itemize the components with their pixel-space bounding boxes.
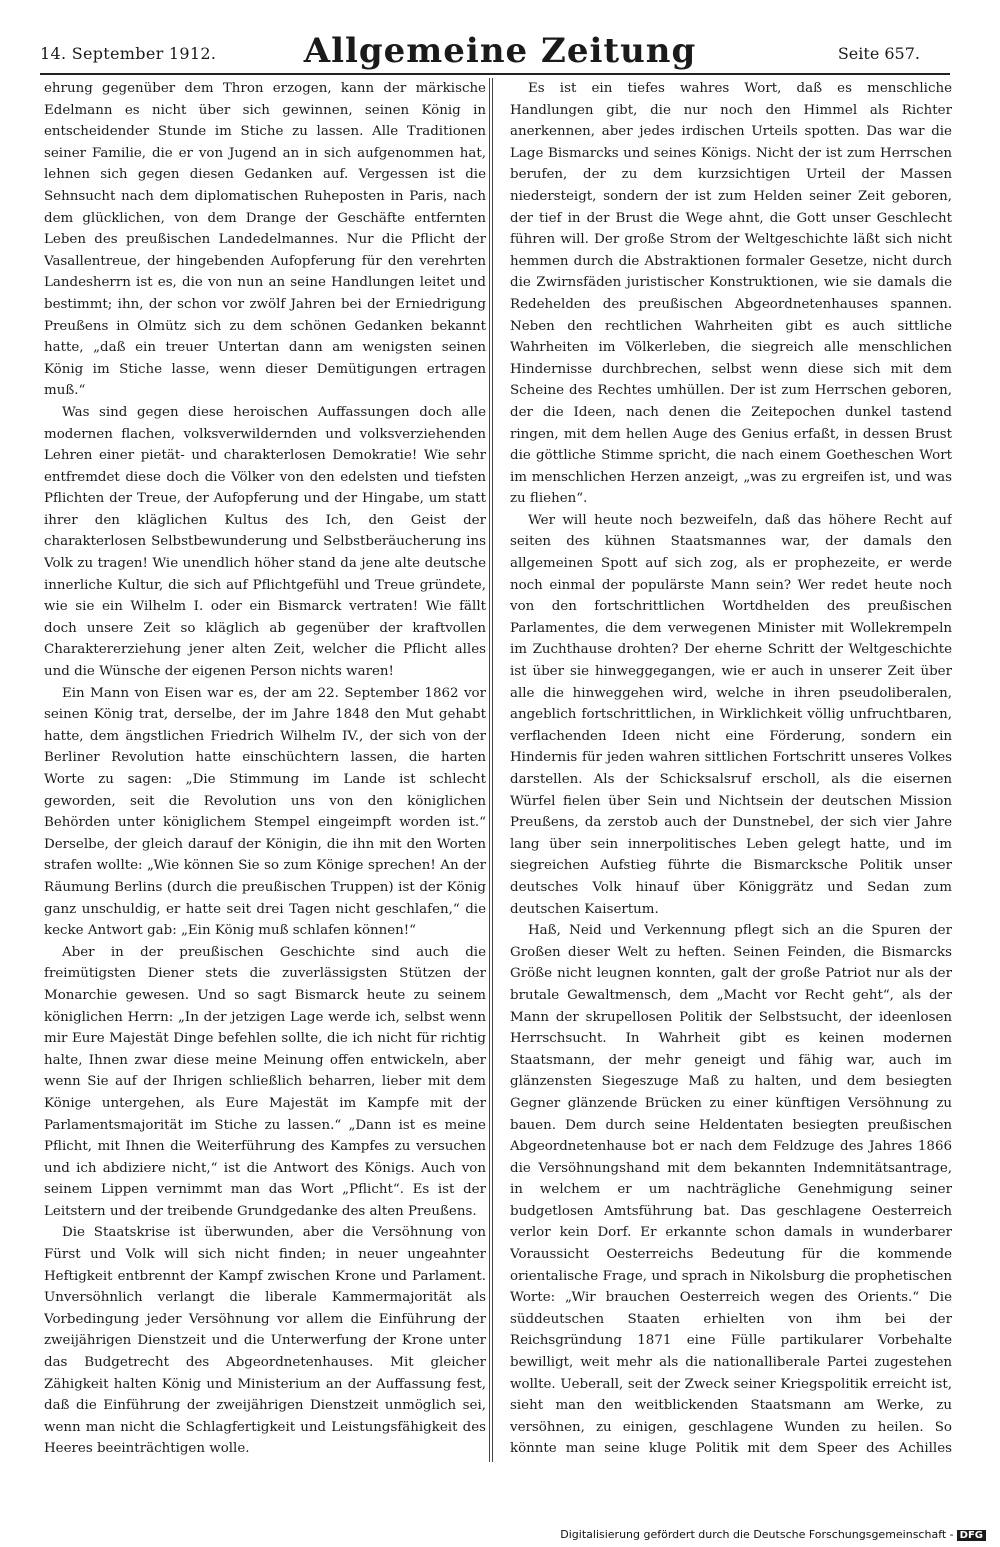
masthead-title: Allgemeine Zeitung xyxy=(303,31,697,71)
paragraph: Aber in der preußischen Geschichte sind auch die freimütigsten Diener stets die zuverlässigsten Stützen der Monarchie gewesen. Und so sagt Bismarck heute zu seinem königlichen Herrn: „In der jetzigen Lage werde ich, selbst wenn mir Eure Majestät Dinge befehlen sollte, die ich nicht für richtig halte, Ihnen zwar diese meine Meinung offen entwickeln, aber wenn Sie auf der Ihrigen schließlich beharren, lieber mit dem Könige untergehen, als Eure Majestät im Kampfe mit der Parlamentsmajorität im Stiche zu lassen.“ „Dann ist es meine Pflicht, mit Ihnen die Weiterführung des Kampfes zu versuchen und ich abdiziere nicht,“ ist die Antwort des Königs. Auch von seinem Lippen vernimmt man das Wort „Pflicht“. Es ist der Leitstern und der treibende Grundgedanke des alten Preußens. xyxy=(44,944,486,1219)
right-column xyxy=(510,78,952,1462)
paragraph xyxy=(44,1460,486,1462)
page-header xyxy=(0,0,1000,80)
paragraph: Was sind gegen diese heroischen Auffassungen doch alle modernen flachen, volksverwildernden und volksverziehenden Lehren einer pietät- und charakterlosen Demokratie! Wie sehr entfremdet diese doch die Völker von den edelsten und tiefsten Pflichten der Treue, der Aufopferung und der Hingabe, um statt ihrer den kläglichen Kultus des Ich, den Geist der charakterlosen Selbstbewunderung und Selbstberäucherung ins Volk zu tragen! Wie unendlich höher stand da jene alte deutsche innerliche Kultur, die sich auf Pflichtgefühl und Treue gründete, wie sie ein Wilhelm I. oder ein Bismarck vertraten! Wie fällt doch unsere Zeit so kläglich ab gegenüber der kraftvollen Charaktererziehung jener alten Zeit, welcher die Pflicht alles und die Wünsche der eigenen Person nichts waren! xyxy=(44,404,486,680)
paragraph: Es ist ein tiefes wahres Wort, daß es menschliche Handlungen gibt, die nur noch den Himmel als Richter anerkennen, aber jedes irdischen Urteils spotten. Das war die Lage Bismarcks und seines Königs. Nicht der ist zum Herrschen berufen, der zu dem kurzsichtigen Urteil der Massen niedersteigt, sondern der ist zum Helden seiner Zeit geboren, der tief in der Brust die Wege ahnt, die Gott unser Geschlecht führen will. Der große Strom der Weltgeschichte läßt sich nicht hemmen durch die Abstraktionen formaler Gesetze, nicht durch die Zwirnsfäden juristischer Konstruktionen, wie sie damals die Redehelden des preußischen Abgeordnetenhauses spannen. Neben den rechtlichen Wahrheiten gibt es auch sittliche Wahrheiten im Völkerleben, die siegreich alle menschlichen Hindernisse durchbrechen, selbst wenn diese sich mit dem Scheine des Rechtes umhüllen. Der ist zum Herrschen geboren, der die Ideen, nach denen die Zeitepochen dunkel tastend ringen, mit dem hellen Auge des Genius erfaßt, in dessen Brust die göttliche Stimme spricht, die nach einem Goetheschen Wort im menschlichen Herzen anzeigt, „was zu ergreifen ist, und was zu fliehen“. xyxy=(510,81,952,507)
issue-date: 14. September 1912. xyxy=(40,44,217,63)
column-divider xyxy=(489,78,490,1462)
paragraph: Wer will heute noch bezweifeln, daß das höhere Recht auf seiten des kühnen Staatsmannes war, der damals den allgemeinen Spott auf sich zog, als er prophezeite, er werde noch einmal der populärste Mann sein? Wer redet heute noch von den fortschrittlichen Wortdhelden des preußischen Parlamentes, die dem verwegenen Minister mit Wollekrempeln im Zuchthause drohten? Der eherne Schritt der Weltgeschichte ist über sie hinweggegangen, wie er auch in unserer Zeit über alle die hinweggehen wird, welche in ihren pseudoliberalen, angeblich fortschrittlichen, in Wirklichkeit völlig unfruchtbaren, verflachenden Ideen nicht eine Förderung, sondern ein Hindernis für jeden wahren sittlichen Fortschritt unseres Volkes darstellen. Als der Schicksalsruf erscholl, als die eisernen Würfel fielen über Sein und Nichtsein der deutschen Mission Preußens, da zerstob auch der Dunstnebel, der sich vier Jahre lang über sein innerpolitisches Leben gelegt hatte, und im siegreichen Aufstieg führte die Bismarcksche Politik unser deutsches Volk hinauf über Königgrätz und Sedan zum deutschen Kaisertum. xyxy=(510,512,952,917)
column-divider xyxy=(492,78,493,1462)
header-rule xyxy=(40,73,950,75)
paragraph: Ein Mann von Eisen war es, der am 22. September 1862 vor seinen König trat, derselbe, der im Jahre 1848 den Mut gehabt hatte, dem ängstlichen Friedrich Wilhelm IV., der sich von der Berliner Revolution hatte einschüchtern lassen, die harten Worte zu sagen: „Die Stimmung im Lande ist schlecht geworden, seit die Revolution uns von den königlichen Behörden unter königlichem Stempel eingeimpft worden ist.“ Derselbe, der gleich darauf der Königin, die ihn mit den Worten strafen wollte: „Wie können Sie so zum Könige sprechen! An der Räumung Berlins (durch die preußischen Truppen) ist der König ganz unschuldig, er hatte seit drei Tagen nicht geschlafen,“ die kecke Antwort gab: „Ein König muß schlafen können!“ xyxy=(44,685,486,939)
credit-text: Digitalisierung gefördert durch die Deutsche Forschungsgemeinschaft - xyxy=(560,1528,954,1541)
left-column xyxy=(44,78,486,1462)
page-number: Seite 657. xyxy=(837,44,920,63)
paragraph: ehrung gegenüber dem Thron erzogen, kann der märkische Edelmann es nicht über sich gewinnen, seinen König in entscheidender Stunde im Stiche zu lassen. Alle Traditionen seiner Familie, die er von Jugend an in sich aufgenommen hat, lehnen sich gegen diesen Gedanken auf. Vergessen ist die Sehnsucht nach dem diplomatischen Ruheposten in Paris, nach dem glücklichen, von dem Drange der Geschäfte entfernten Leben des preußischen Landedelmannes. Nur die Pflicht der Vasallentreue, der hingebenden Aufopferung für den verehrten Landesherrn ist es, die von nun an seine Handlungen leitet und bestimmt; ihn, der schon vor zwölf Jahren bei der Erniedrigung Preußens in Olmütz sich zu dem schönen Gedanken bekannt hatte, „daß ein treuer Untertan dann am wenigsten seinen König im Stiche lasse, wenn dieser Demütigungen ertragen muß.“ xyxy=(44,81,486,399)
paragraph: Die Staatskrise ist überwunden, aber die Versöhnung von Fürst und Volk will sich nicht finden; in neuer ungeahnter Heftigkeit entbrennt der Kampf zwischen Krone und Parlament. Unversöhnlich verlangt die liberale Kammermajorität als Vorbedingung jeder Versöhnung vor allem die Einführung der zweijährigen Dienstzeit und die Unterwerfung der Krone unter das Budgetrecht des Abgeordnetenhauses. Mit gleicher Zähigkeit halten König und Ministerium an der Auffassung fest, daß die Einführung der zweijährigen Dienstzeit unmöglich sei, wenn man nicht die Schlagfertigkeit und Leistungsfähigkeit des Heeres beeinträchtigen wolle. xyxy=(44,1225,486,1457)
paragraph: Haß, Neid und Verkennung pflegt sich an die Spuren der Großen dieser Welt zu heften. Seinen Feinden, die Bismarcks Größe nicht leugnen konnten, galt der große Patriot nur als der brutale Gewaltmensch, dem „Macht vor Recht geht“, als der Mann der skrupellosen Politik der Selbstsucht, der ideenlosen Herrschsucht. In Wahrheit gibt es keinen modernen Staatsmann, der mehr geneigt und fähig war, auch im glänzensten Siegeszuge Maß zu halten, und dem besiegten Gegner glänzende Brücken zu einer künftigen Versöhnung zu bauen. Dem durch seine Heldentaten besiegten preußischen Abgeordnetenhause bot er nach dem Feldzuge des Jahres 1866 die Versöhnungshand mit dem bekannten Indemnitätsantrage, in welchem er um nachträgliche Genehmigung seiner budgetlosen Amtsführung bat. Das geschlagene Oesterreich verlor kein Dorf. Er erkannte schon damals in wunderbarer Voraussicht Oesterreichs Bedeutung für die kommende orientalische Frage, und sprach in Nikolsburg die prophetischen Worte: „Wir brauchen Oesterreich wegen des Orients.“ Die süddeutschen Staaten erhielten von ihm bei der Reichsgründung 1871 eine Fülle partikularer Vorbehalte bewilligt, weit mehr als die nationalliberale Partei zugestehen wollte. Ueberall, seit der Zweck seiner Kriegspolitik erreicht ist, sieht man den weitblickenden Staatsmann am Werke, zu versöhnen, zu einigen, geschlagene Wunden zu heilen. So könnte man seine kluge Politik mit dem Speer des Achilles xyxy=(510,923,952,1457)
digitization-credit xyxy=(560,1528,986,1541)
dfg-logo: DFG xyxy=(957,1530,986,1541)
